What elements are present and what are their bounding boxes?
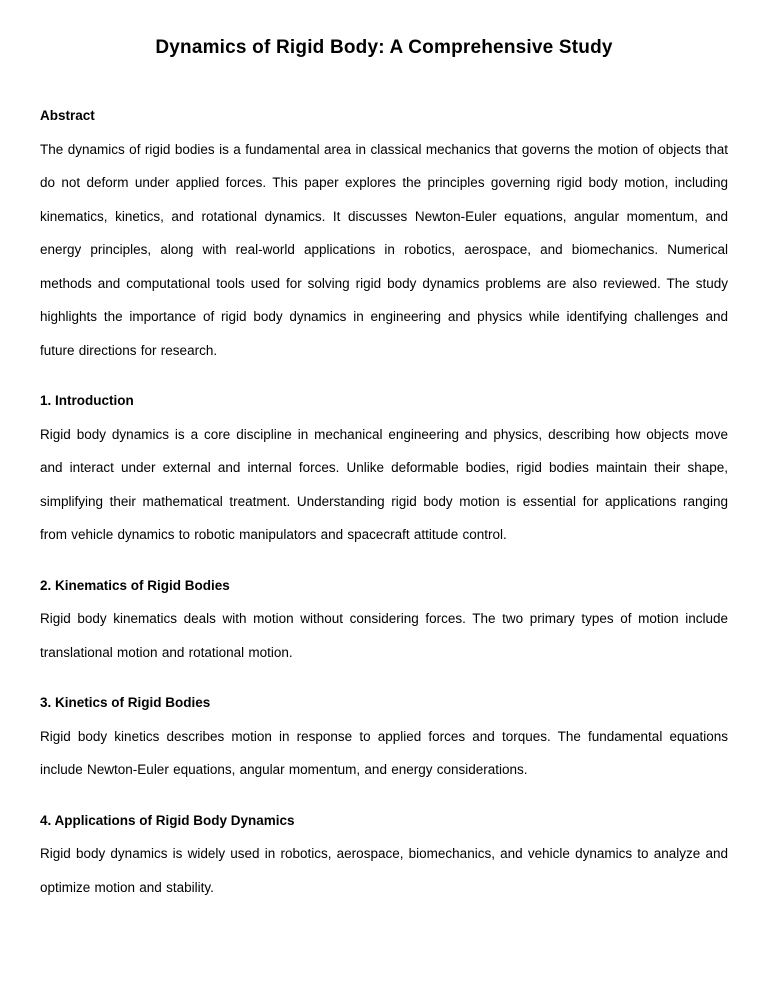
page-title: Dynamics of Rigid Body: A Comprehensive Study	[155, 37, 613, 58]
document-section	[40, 384, 728, 552]
document-section	[40, 804, 728, 905]
section-heading: 3. Kinetics of Rigid Bodies	[40, 695, 211, 710]
section-paragraph: Rigid body kinematics deals with motion without considering forces. The two primary types of motion include translational motion and rotational motion.	[40, 611, 728, 660]
document-section	[40, 99, 728, 367]
section-heading: Abstract	[40, 108, 95, 123]
section-heading: 2. Kinematics of Rigid Bodies	[40, 577, 230, 593]
sections	[40, 99, 728, 904]
document-section	[40, 686, 728, 787]
section-paragraph: Rigid body kinetics describes motion in response to applied forces and torques. The fundamental equations include Newton-Euler equations, angular momentum, and energy considerations.	[40, 728, 728, 777]
section-heading: 1. Introduction	[40, 393, 134, 408]
document-section	[40, 569, 728, 670]
section-paragraph: Rigid body dynamics is a core discipline in mechanical engineering and physics, describing how objects move and interact under external and internal forces. Unlike deformable bodies, rigid bodies maintain their shape, simplifying their mathematical treatment. Understanding rigid body motion is essential for applications ranging from vehicle dynamics to robotic manipulators and spacecraft attitude control.	[40, 426, 728, 542]
section-paragraph: The dynamics of rigid bodies is a fundamental area in classical mechanics that governs the motion of objects that do not deform under applied forces. This paper explores the principles governing rigid body motion, including kinematics, kinetics, and rotational dynamics. It discusses Newton-Euler equations, angular momentum, and energy principles, along with real-world applications in robotics, aerospace, and biomechanics. Numerical methods and computational tools used for solving rigid body dynamics problems are also reviewed. The study highlights the importance of rigid body dynamics in engineering and physics while identifying challenges and future directions for research.	[40, 141, 728, 358]
section-heading: 4. Applications of Rigid Body Dynamics	[40, 812, 295, 828]
section-paragraph: Rigid body dynamics is widely used in robotics, aerospace, biomechanics, and vehicle dynamics to analyze and optimize motion and stability.	[40, 846, 728, 895]
